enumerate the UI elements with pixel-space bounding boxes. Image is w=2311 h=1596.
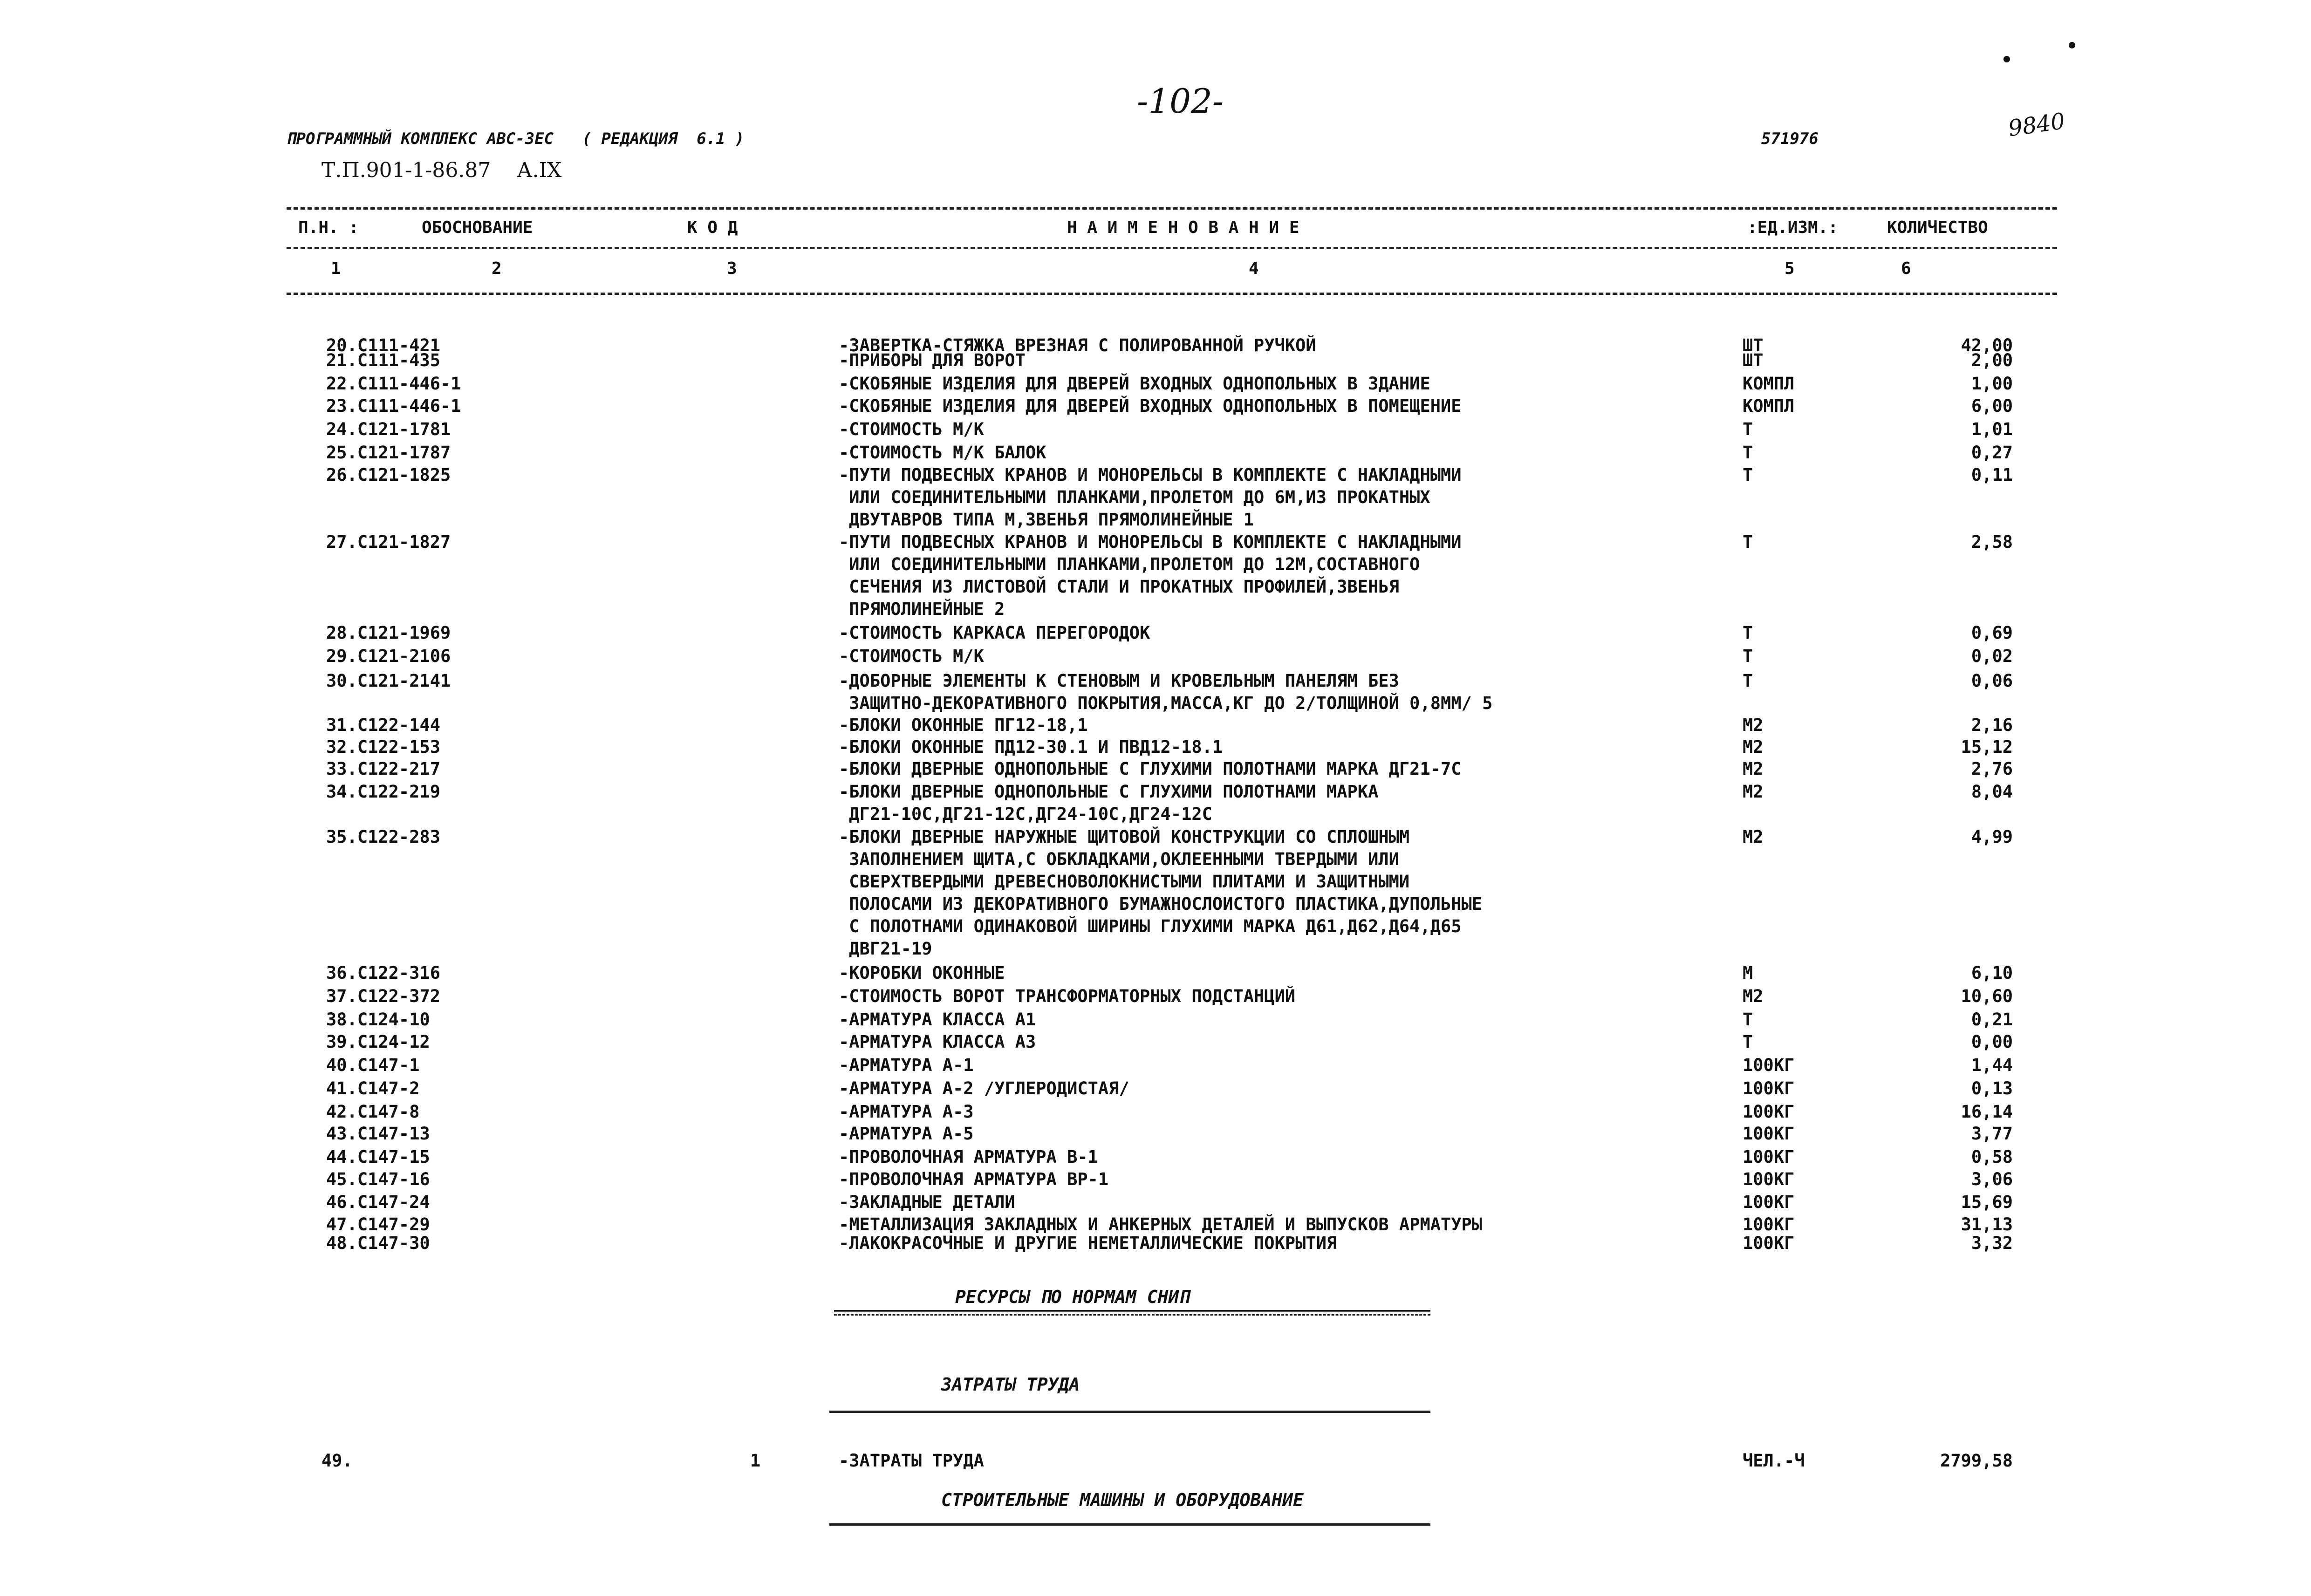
- row-code: 27.С121-1827: [326, 532, 451, 552]
- row-code: 21.С111-435: [326, 350, 441, 370]
- row-unit: 100КГ: [1743, 1102, 1795, 1122]
- row-unit: М2: [1743, 986, 1764, 1006]
- row-code: 47.С147-29: [326, 1214, 430, 1235]
- speck-dot: [2003, 56, 2010, 62]
- row-unit: 100КГ: [1743, 1214, 1795, 1235]
- row-code: 28.С121-1969: [326, 623, 451, 643]
- row-name: -КОРОБКИ ОКОННЫЕ: [839, 963, 1005, 983]
- colnum-3: 3: [727, 259, 737, 278]
- row-name: -МЕТАЛЛИЗАЦИЯ ЗАКЛАДНЫХ И АНКЕРНЫХ ДЕТАЛЕЙ И ВЫПУСКОВ АРМАТУРЫ: [839, 1214, 1483, 1235]
- row-qty: 0,00: [1971, 1032, 2013, 1052]
- labor-row-kod: 1: [750, 1451, 761, 1471]
- row-code: 35.С122-283: [326, 827, 441, 847]
- row-name: -БЛОКИ ОКОННЫЕ ПД12-30.1 И ПВД12-18.1: [839, 737, 1223, 757]
- section-labor-underline: [829, 1411, 1430, 1413]
- row-unit: КОМПЛ: [1743, 396, 1795, 416]
- header-mid-rule: [287, 247, 2057, 249]
- labor-row-qty: 2799,58: [1940, 1451, 2013, 1471]
- row-qty: 2,00: [1971, 350, 2013, 370]
- row-name: -ЗАВЕРТКА-СТЯЖКА ВРЕЗНАЯ С ПОЛИРОВАННОЙ РУЧКОЙ: [839, 335, 1316, 355]
- row-name: -СТОИМОСТЬ М/К: [839, 419, 984, 439]
- row-name: -СТОИМОСТЬ ВОРОТ ТРАНСФОРМАТОРНЫХ ПОДСТАНЦИЙ: [839, 986, 1296, 1006]
- row-name: -СТОИМОСТЬ КАРКАСА ПЕРЕГОРОДОК: [839, 623, 1150, 643]
- row-name: -АРМАТУРА КЛАССА А3: [839, 1032, 1036, 1052]
- row-unit: Т: [1743, 419, 1753, 439]
- colnum-5: 5: [1785, 259, 1795, 278]
- row-name: -ЛАКОКРАСОЧНЫЕ И ДРУГИЕ НЕМЕТАЛЛИЧЕСКИЕ ПОКРЫТИЯ: [839, 1233, 1337, 1253]
- doc-number: 571976: [1761, 130, 1819, 148]
- labor-row-unit: ЧЕЛ.-Ч: [1743, 1451, 1805, 1471]
- row-code: 38.С124-10: [326, 1009, 430, 1030]
- row-name: -ЗАКЛАДНЫЕ ДЕТАЛИ: [839, 1192, 1015, 1212]
- row-unit: ШТ: [1743, 350, 1764, 370]
- row-qty: 31,13: [1961, 1214, 2013, 1235]
- row-unit: Т: [1743, 1032, 1753, 1052]
- row-unit: 100КГ: [1743, 1169, 1795, 1189]
- row-qty: 1,00: [1971, 374, 2013, 394]
- colnum-1: 1: [331, 259, 341, 278]
- row-qty: 1,44: [1971, 1055, 2013, 1075]
- row-name: -ПРОВОЛОЧНАЯ АРМАТУРА В-1: [839, 1147, 1098, 1167]
- row-unit: 100КГ: [1743, 1147, 1795, 1167]
- program-line: ПРОГРАММНЫЙ КОМПЛЕКС АВС-3ЕС ( РЕДАКЦИЯ 6.1 ): [287, 130, 745, 148]
- row-name: -СКОБЯНЫЕ ИЗДЕЛИЯ ДЛЯ ДВЕРЕЙ ВХОДНЫХ ОДНОПОЛЬНЫХ В ЗДАНИЕ: [839, 374, 1430, 394]
- section-machines: СТРОИТЕЛЬНЫЕ МАШИНЫ И ОБОРУДОВАНИЕ: [941, 1490, 1304, 1510]
- colnum-4: 4: [1249, 259, 1259, 278]
- section-resources-underline: [834, 1310, 1430, 1316]
- row-unit: 100КГ: [1743, 1124, 1795, 1144]
- colnum-6: 6: [1901, 259, 1911, 278]
- row-unit: М2: [1743, 737, 1764, 757]
- row-unit: Т: [1743, 1009, 1753, 1030]
- row-qty: 0,58: [1971, 1147, 2013, 1167]
- speck-dot: [2069, 42, 2075, 48]
- row-code: 37.С122-372: [326, 986, 441, 1006]
- row-qty: 6,00: [1971, 396, 2013, 416]
- row-code: 48.С147-30: [326, 1233, 430, 1253]
- row-name: -ПУТИ ПОДВЕСНЫХ КРАНОВ И МОНОРЕЛЬСЫ В КОМПЛЕКТЕ С НАКЛАДНЫМИ ИЛИ СОЕДИНИТЕЛЬНЫМИ ПЛАНКАМИ,ПРОЛЕТОМ ДО 12М,СОСТАВНОГО СЕЧЕНИЯ ИЗ ЛИСТОВОЙ СТАЛИ И ПРОКАТНЫХ ПРОФИЛЕЙ,ЗВЕНЬЯ ПРЯМОЛИНЕЙНЫЕ 2: [839, 532, 1462, 619]
- row-unit: М: [1743, 963, 1753, 983]
- header-col5: :ЕД.ИЗМ.:: [1747, 218, 1839, 237]
- row-code: 33.С122-217: [326, 759, 441, 779]
- colnum-2: 2: [492, 259, 502, 278]
- row-name: -ПРИБОРЫ ДЛЯ ВОРОТ: [839, 350, 1026, 370]
- row-qty: 0,06: [1971, 671, 2013, 691]
- section-labor: ЗАТРАТЫ ТРУДА: [941, 1374, 1080, 1395]
- header-bottom-rule: [287, 293, 2057, 295]
- handwritten-number: 9840: [2006, 108, 2067, 142]
- labor-row-num: 49.: [321, 1451, 353, 1471]
- row-qty: 0,02: [1971, 646, 2013, 666]
- row-unit: М2: [1743, 782, 1764, 802]
- row-unit: Т: [1743, 671, 1753, 691]
- row-name: -БЛОКИ ДВЕРНЫЕ ОДНОПОЛЬНЫЕ С ГЛУХИМИ ПОЛОТНАМИ МАРКА ДГ21-7С: [839, 759, 1462, 779]
- row-code: 43.С147-13: [326, 1124, 430, 1144]
- row-unit: 100КГ: [1743, 1055, 1795, 1075]
- row-code: 26.С121-1825: [326, 465, 451, 485]
- row-qty: 2,76: [1971, 759, 2013, 779]
- row-unit: Т: [1743, 646, 1753, 666]
- row-name: -АРМАТУРА А-1: [839, 1055, 974, 1075]
- row-code: 24.С121-1781: [326, 419, 451, 439]
- row-unit: Т: [1743, 532, 1753, 552]
- row-qty: 3,77: [1971, 1124, 2013, 1144]
- header-col3: К О Д: [687, 218, 738, 237]
- row-name: -ПРОВОЛОЧНАЯ АРМАТУРА ВР-1: [839, 1169, 1109, 1189]
- row-name: -ДОБОРНЫЕ ЭЛЕМЕНТЫ К СТЕНОВЫМ И КРОВЕЛЬНЫМ ПАНЕЛЯМ БЕЗ ЗАЩИТНО-ДЕКОРАТИВНОГО ПОКРЫТИЯ,МАССА,КГ ДО 2/ТОЛЩИНОЙ 0,8ММ/ 5: [839, 671, 1493, 713]
- row-qty: 42,00: [1961, 335, 2013, 355]
- row-name: -БЛОКИ ОКОННЫЕ ПГ12-18,1: [839, 715, 1088, 735]
- page-number: -102-: [1137, 82, 1224, 121]
- header-col2: ОБОСНОВАНИЕ: [422, 218, 533, 237]
- row-name: -БЛОКИ ДВЕРНЫЕ ОДНОПОЛЬНЫЕ С ГЛУХИМИ ПОЛОТНАМИ МАРКА ДГ21-10С,ДГ21-12С,ДГ24-10С,ДГ24-12С: [839, 782, 1379, 824]
- row-code: 46.С147-24: [326, 1192, 430, 1212]
- row-qty: 4,99: [1971, 827, 2013, 847]
- row-name: -СТОИМОСТЬ М/К БАЛОК: [839, 443, 1046, 463]
- row-unit: М2: [1743, 827, 1764, 847]
- row-qty: 0,21: [1971, 1009, 2013, 1030]
- row-unit: КОМПЛ: [1743, 374, 1795, 394]
- row-qty: 15,12: [1961, 737, 2013, 757]
- header-col6: КОЛИЧЕСТВО: [1887, 218, 1988, 237]
- row-name: -АРМАТУРА А-3: [839, 1102, 974, 1122]
- row-qty: 15,69: [1961, 1192, 2013, 1212]
- row-code: 31.С122-144: [326, 715, 441, 735]
- row-unit: 100КГ: [1743, 1078, 1795, 1098]
- labor-row-name: -ЗАТРАТЫ ТРУДА: [839, 1451, 984, 1471]
- row-qty: 0,11: [1971, 465, 2013, 485]
- row-unit: Т: [1743, 443, 1753, 463]
- header-col1: П.Н. :: [298, 218, 359, 237]
- row-code: 25.С121-1787: [326, 443, 451, 463]
- row-code: 36.С122-316: [326, 963, 441, 983]
- header-col4: Н А И М Е Н О В А Н И Е: [1067, 218, 1299, 237]
- row-code: 32.С122-153: [326, 737, 441, 757]
- row-code: 23.С111-446-1: [326, 396, 461, 416]
- row-unit: ШТ: [1743, 335, 1764, 355]
- row-unit: 100КГ: [1743, 1233, 1795, 1253]
- row-qty: 1,01: [1971, 419, 2013, 439]
- row-name: -СКОБЯНЫЕ ИЗДЕЛИЯ ДЛЯ ДВЕРЕЙ ВХОДНЫХ ОДНОПОЛЬНЫХ В ПОМЕЩЕНИЕ: [839, 396, 1462, 416]
- row-code: 41.С147-2: [326, 1078, 420, 1098]
- row-qty: 3,06: [1971, 1169, 2013, 1189]
- row-code: 20.С111-421: [326, 335, 441, 355]
- header-top-rule: [287, 207, 2057, 210]
- row-code: 34.С122-219: [326, 782, 441, 802]
- row-code: 29.С121-2106: [326, 646, 451, 666]
- project-line: Т.П.901-1-86.87 А.IX: [321, 158, 562, 182]
- row-unit: М2: [1743, 715, 1764, 735]
- row-code: 39.С124-12: [326, 1032, 430, 1052]
- row-unit: 100КГ: [1743, 1192, 1795, 1212]
- row-code: 45.С147-16: [326, 1169, 430, 1189]
- row-qty: 0,27: [1971, 443, 2013, 463]
- row-code: 40.С147-1: [326, 1055, 420, 1075]
- row-name: -АРМАТУРА А-2 /УГЛЕРОДИСТАЯ/: [839, 1078, 1129, 1098]
- row-qty: 6,10: [1971, 963, 2013, 983]
- row-code: 42.С147-8: [326, 1102, 420, 1122]
- row-code: 22.С111-446-1: [326, 374, 461, 394]
- row-unit: Т: [1743, 623, 1753, 643]
- row-qty: 0,13: [1971, 1078, 2013, 1098]
- row-name: -АРМАТУРА КЛАССА А1: [839, 1009, 1036, 1030]
- row-qty: 16,14: [1961, 1102, 2013, 1122]
- row-qty: 3,32: [1971, 1233, 2013, 1253]
- row-name: -СТОИМОСТЬ М/К: [839, 646, 984, 666]
- section-resources: РЕСУРСЫ ПО НОРМАМ СНИП: [955, 1287, 1190, 1307]
- row-unit: Т: [1743, 465, 1753, 485]
- row-qty: 2,58: [1971, 532, 2013, 552]
- row-name: -БЛОКИ ДВЕРНЫЕ НАРУЖНЫЕ ЩИТОВОЙ КОНСТРУКЦИИ СО СПЛОШНЫМ ЗАПОЛНЕНИЕМ ЩИТА,С ОБКЛАДКАМИ,ОКЛЕЕННЫМИ ТВЕРДЫМИ ИЛИ СВЕРХТВЕРДЫМИ ДРЕВЕСНОВОЛОКНИСТЫМИ ПЛИТАМИ И ЗАЩИТНЫМИ ПОЛОСАМИ ИЗ ДЕКОРАТИВНОГО БУМАЖНОСЛОИСТОГО ПЛАСТИКА,ДУПОЛЬНЫЕ С ПОЛОТНАМИ ОДИНАКОВОЙ ШИРИНЫ ГЛУХИМИ МАРКА Д61,Д62,Д64,Д65 ДВГ21-19: [839, 827, 1483, 959]
- row-qty: 0,69: [1971, 623, 2013, 643]
- row-qty: 10,60: [1961, 986, 2013, 1006]
- row-name: -ПУТИ ПОДВЕСНЫХ КРАНОВ И МОНОРЕЛЬСЫ В КОМПЛЕКТЕ С НАКЛАДНЫМИ ИЛИ СОЕДИНИТЕЛЬНЫМИ ПЛАНКАМИ,ПРОЛЕТОМ ДО 6М,ИЗ ПРОКАТНЫХ ДВУТАВРОВ ТИПА М,ЗВЕНЬЯ ПРЯМОЛИНЕЙНЫЕ 1: [839, 465, 1462, 530]
- row-code: 30.С121-2141: [326, 671, 451, 691]
- row-code: 44.С147-15: [326, 1147, 430, 1167]
- row-qty: 8,04: [1971, 782, 2013, 802]
- section-machines-underline: [829, 1523, 1430, 1526]
- row-qty: 2,16: [1971, 715, 2013, 735]
- row-name: -АРМАТУРА А-5: [839, 1124, 974, 1144]
- row-unit: М2: [1743, 759, 1764, 779]
